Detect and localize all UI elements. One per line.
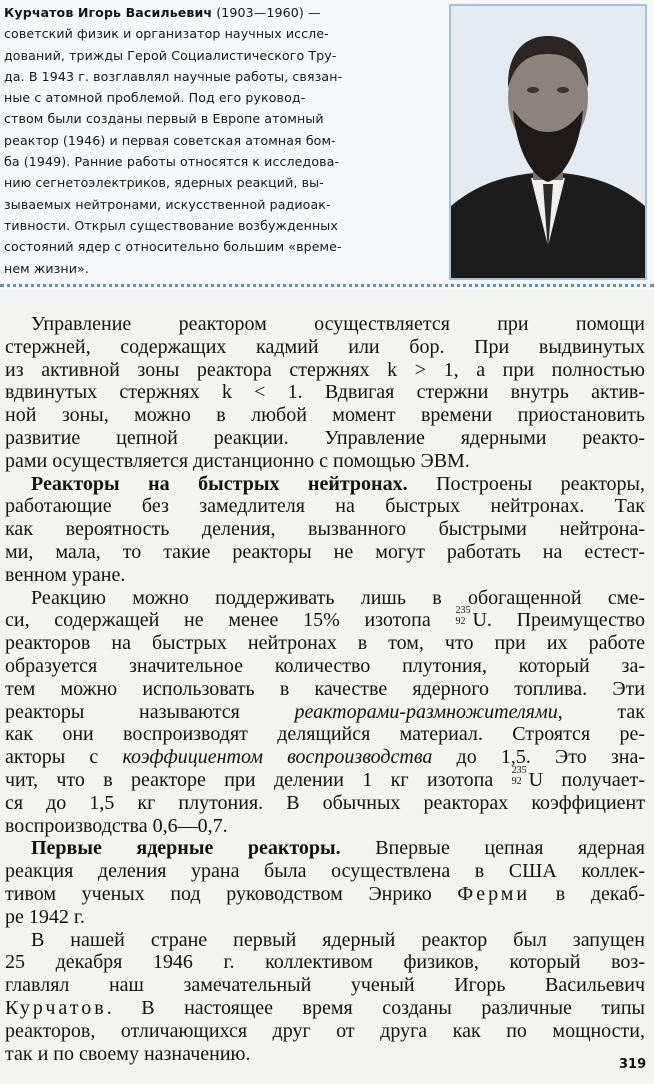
- section-heading-line: [5, 473, 645, 496]
- biography-box: [0, 0, 654, 290]
- body-line: главлял наш замечательный ученый Игорь Васильевич: [5, 974, 645, 997]
- body-fragment: чит, что в реакторе при делении 1 кг изотопа: [5, 768, 512, 791]
- bio-heading-line: [4, 2, 444, 23]
- body-fragment: . В настоящее время созданы различные типы: [106, 996, 645, 1019]
- bio-line: дований, трижды Герой Социалистического Тру-: [4, 47, 337, 63]
- body-line: 25 декабря 1946 г. коллективом физиков, который воз-: [5, 951, 645, 974]
- body-fragment: , так: [557, 700, 645, 723]
- atomic-number: 92: [511, 775, 522, 787]
- body-line: из активной зоны реактора стержнях k > 1, а при полностью: [5, 358, 645, 381]
- mass-number: 235: [455, 605, 471, 617]
- page-number: 319: [619, 1057, 647, 1072]
- bio-line: тивности. Открыл существование возбужденных: [4, 217, 338, 233]
- section-heading-first-reactors: Первые ядерные реакторы.: [31, 837, 341, 860]
- body-line: реакторов, отличающихся друг от друга как по мощности,: [5, 1019, 645, 1042]
- term-breeding-ratio: коэффициентом воспроизводства: [122, 746, 433, 769]
- body-line: ся до 1,5 кг плутония. В обычных реакторах коэффициент: [5, 791, 645, 814]
- bio-line: зываемых нейтронами, искусственной радиоак-: [4, 196, 331, 212]
- body-fragment: реакторы называются: [5, 700, 295, 723]
- bio-line: советский физик и организатор научных иссле-: [4, 26, 329, 42]
- body-fragment: до 1,5. Это зна-: [432, 746, 646, 769]
- body-line: [5, 701, 645, 724]
- body-line: так и по своему назначению.: [5, 1042, 251, 1065]
- bio-line: реактор (1946) и первая советская атомная бом-: [4, 132, 336, 148]
- portrait-photo: [449, 4, 647, 280]
- body-line: образуется значительное количество плутония, который за-: [5, 654, 645, 677]
- body-line: [5, 883, 645, 906]
- isotope-notation: [511, 764, 529, 789]
- body-fragment: U получает-: [528, 768, 646, 791]
- name-fermi: Ферми: [457, 882, 531, 905]
- body-line: ми, мала, то такие реакторы не могут работать на естест-: [5, 540, 645, 563]
- body-line: стержней, содержащих кадмий или бор. При выдвинутых: [5, 335, 645, 358]
- body-line: ной зоны, можно в любой момент времени приостановить: [5, 404, 645, 427]
- body-line: В нашей стране первый ядерный реактор был запущен: [31, 928, 645, 951]
- term-breeder-reactors: реакторами-размножителями: [294, 700, 558, 723]
- bio-line: ные с атомной проблемой. Под его руковод-: [4, 90, 306, 106]
- section-heading-fast-reactors: Реакторы на быстрых нейтронах.: [31, 472, 408, 495]
- bio-line: да. В 1943 г. возглавлял научные работы, связан-: [4, 68, 343, 84]
- body-line: развитие цепной реакции. Управление ядерными реакто-: [5, 426, 645, 449]
- atomic-number: 92: [455, 616, 466, 628]
- body-line: рами осуществляется дистанционно с помощью ЭВМ.: [5, 449, 470, 472]
- body-line: Реакцию можно поддерживать лишь в обогащенной сме-: [31, 586, 645, 609]
- body-line: воспроизводства 0,6—0,7.: [5, 814, 228, 837]
- body-fragment: в декаб-: [530, 882, 645, 905]
- body-line: Управление реактором осуществляется при помощи: [31, 313, 645, 335]
- body-fragment: тивом ученых под руководством Энрико: [5, 882, 458, 905]
- body-fragment: Впервые цепная ядерная: [340, 837, 645, 860]
- bio-years: (1903—1960) —: [212, 5, 321, 20]
- body-line: [5, 746, 645, 769]
- body-text: [5, 313, 645, 1065]
- bio-line: нию сегнетоэлектриков, ядерных реакций, вы-: [4, 175, 324, 191]
- body-line: [5, 605, 645, 632]
- name-kurchatov: Курчатов: [5, 996, 107, 1019]
- body-line: как они воспроизводят делящийся материал. Строятся ре-: [5, 723, 645, 746]
- portrait-illustration: [451, 6, 645, 278]
- body-line: реакторов на быстрых нейтронах в том, что при их работе: [5, 632, 645, 655]
- body-line: ре 1942 г.: [5, 905, 85, 928]
- biography-divider: [0, 284, 654, 287]
- body-line: [5, 764, 646, 792]
- bio-line: состояний ядер с относительно большим «време-: [4, 239, 342, 255]
- body-fragment: Построены реакторы,: [407, 472, 645, 495]
- bio-line: ством были созданы первый в Европе атомный: [4, 111, 324, 127]
- mass-number: 235: [511, 764, 527, 776]
- body-fragment: си, содержащей не менее 15% изотопа: [5, 609, 456, 632]
- body-line: работающие без замедлителя на быстрых нейтронах. Так: [5, 495, 645, 518]
- body-line: [5, 997, 645, 1020]
- body-line: венном уране.: [5, 563, 126, 586]
- body-line: тем можно использовать в качестве ядерного топлива. Эти: [5, 677, 645, 700]
- body-line: реакция деления урана была осуществлена в США коллек-: [5, 860, 645, 883]
- bio-line: ба (1949). Ранние работы относятся к исследова-: [4, 154, 340, 170]
- body-fragment: акторы с: [5, 746, 123, 769]
- isotope-notation: [455, 605, 472, 629]
- section-heading-line: [5, 837, 645, 860]
- bio-name: Курчатов Игорь Васильевич: [4, 5, 213, 20]
- body-fragment: U. Преимущество: [472, 609, 645, 632]
- body-line: вдвинутых стержнях k < 1. Вдвигая стержни внутрь актив-: [5, 381, 645, 404]
- body-line: как вероятность деления, вызванного быстрыми нейтрона-: [5, 518, 645, 541]
- biography-text: [4, 2, 444, 279]
- bio-line: нем жизни».: [4, 260, 89, 276]
